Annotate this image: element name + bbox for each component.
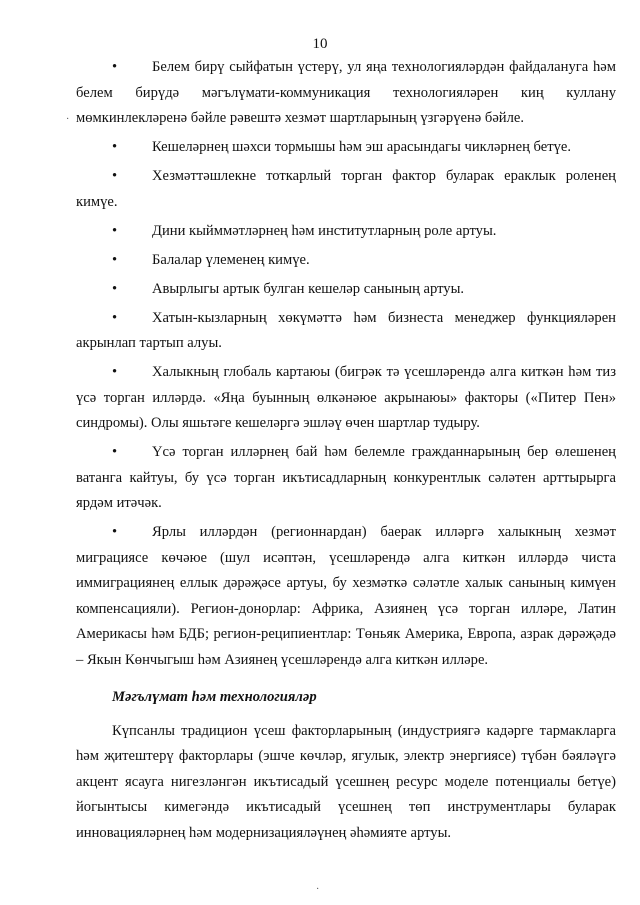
bullet-text: Үсә торган илләрнең бай һәм белемле гражданнарының бер өлешенең ватанга кайтуы, бу үсә торган икътисадларның конкурентлык сәләтен арттырырга ярдәм итәчәк.	[76, 444, 616, 511]
bullet-item	[76, 306, 616, 357]
bullet-item	[76, 520, 616, 673]
bullet-marker: •	[112, 168, 118, 184]
bullet-text: Балалар үлеменең кимүе.	[152, 251, 310, 268]
bullet-text: Халыкның глобаль картаюы (бигрәк тә үсешләрендә алга киткән һәм тиз үсә торган илләрдә. «Яңа буынның өлкәнәюе акрынаюы» факторы («Питер Пен» синдромы). Олы яшьтәге кешеләргә эшләү өчен шартлар тудыру.	[76, 364, 616, 431]
bullet-marker: •	[112, 364, 118, 380]
section-heading: Мәгълүмат һәм технологияләр	[112, 689, 317, 705]
bullet-marker: •	[112, 280, 118, 297]
bullet-marker: •	[112, 251, 118, 268]
section-paragraph: Күпсанлы традицион үсеш факторларының (индустриягә кадәрге тармакларга һәм җитештерү факторлары (эшче көчләр, ягулык, электр энергиясе) түбән бәяләүгә акцент ясауга нигезләнгән икътисадый үсешнең ресурс моделе потенциалы бетүе) йогынтысы кимегәндә икътисадый үсешнең төп инструментлары буларак инновацияләрнең һәм модернизацияләүнең әһәмияте артуы.	[76, 722, 616, 841]
page-number: 10	[312, 36, 328, 52]
bullet-marker: •	[112, 444, 118, 460]
page-content	[76, 55, 616, 850]
bullet-item	[76, 164, 616, 215]
bullet-text: Ярлы илләрдән (регионнардан) баерак илләргә халыкның хезмәт миграциясе көчәюе (шул исәптән, үсешләрендә алга киткән илләрдә чиста иммиграциянең еллык дәрәҗәсе артуы, бу хезмәткә сәләтле халык санының кимүен компенсацияли). Регион-донорлар: Африка, Азиянең үсә торган илләре, Латин Америкасы һәм БДБ; регион-реципиентлар: Төньяк Америка, Европа, азрак дәрәҗәдә – Якын Көнчыгыш һәм Азиянең үсешләрендә алга киткән илләре.	[76, 524, 616, 668]
bullet-text: Дини кыйммәтләрнең һәм институтларның роле артуы.	[152, 222, 497, 239]
bullet-marker: •	[112, 59, 118, 75]
bullet-item	[76, 360, 616, 437]
bullet-text: Кешеләрнең шәхси тормышы һәм эш арасындагы чикләрнең бетүе.	[152, 139, 572, 155]
bullet-marker: •	[112, 309, 118, 326]
bullet-item	[76, 440, 616, 517]
bullet-marker: •	[112, 222, 118, 239]
bullet-item	[76, 248, 616, 274]
bullet-text: Хатын-кызларның хөкүмәттә һәм бизнеста менеджер функцияләрен акрынлап тартып алуы.	[76, 309, 616, 351]
bullet-marker: •	[112, 524, 118, 540]
bullet-item	[76, 219, 616, 245]
bullet-marker: •	[112, 139, 118, 155]
bullet-text: Белем бирү сыйфатын үстерү, ул яңа технологияләрдән файдалануга һәм белем бирүдә мәгълүмати-коммуникация технологияләрен киң куллану мөмкинлекләренә бәйле рәвештә хезмәт шартларының үзгәрүенә бәйле.	[76, 59, 616, 126]
bullet-text: Хезмәттәшлекне тоткарлый торган фактор буларак ераклык роленең кимүе.	[76, 168, 616, 210]
bullet-item	[76, 277, 616, 303]
bullet-item	[76, 55, 616, 132]
bullet-text: Авырлыгы артык булган кешеләр санының артуы.	[152, 280, 465, 297]
bullet-item	[76, 135, 616, 161]
scan-mark: ·	[66, 114, 70, 125]
scan-mark: ·	[316, 884, 320, 895]
